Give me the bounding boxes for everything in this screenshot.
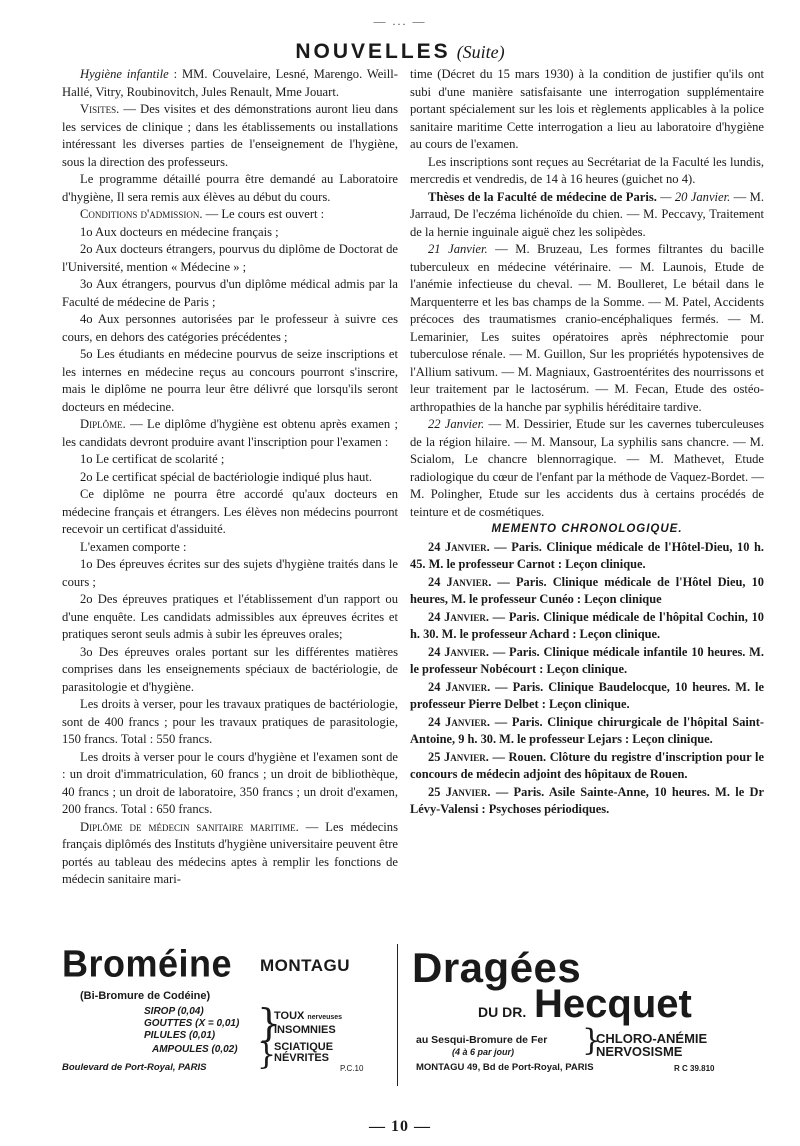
memento-item — [410, 539, 764, 574]
brace-icon: } — [582, 1023, 602, 1058]
theses-title: Thèses de la Faculté de médecine de Paris. — [428, 189, 657, 204]
paragraph-continuation: time (Décret du 15 mars 1930) à la condition de justifier qu'ils ont subi d'une manière satisfaisante une interrogation supplémentaire portant spécialement sur les lois et règlements applicables à la police sanitaire maritime Cette interrogation a lieu au laboratoire d'hygiène au cours de l'examen. — [410, 67, 764, 151]
ad-indication: SCIATIQUE — [274, 1041, 334, 1053]
memento-text: — Paris. Clinique médicale infantile 10 heures. M. le professeur Nobécourt : Leçon clinique. — [410, 644, 764, 676]
paragraph-droits-cours: Les droits à verser pour le cours d'hygiène et l'examen sont de : un droit d'immatriculation, 60 francs ; un droit de bibliothèque, 40 francs ; un droit de laboratoire, 350 francs ; un droit d'examen, 200 francs. Total : 650 francs. — [62, 749, 398, 816]
paragraph-text: — Le cours est ouvert : — [202, 207, 325, 221]
paragraph-medecin-sanitaire — [62, 819, 398, 889]
ad-brand-dragees: Dragées — [412, 944, 582, 991]
memento-date: 24 Janvier. — [428, 679, 491, 694]
paragraph-programme: Le programme détaillé pourra être demandé au Laboratoire d'hygiène, Il sera remis aux élèves au début du cours. — [62, 172, 398, 204]
ad-form-item: GOUTTES (X = 0,01) — [144, 1018, 240, 1029]
paragraph-droits-tp: Les droits à verser, pour les travaux pratiques de bactériologie, sont de 400 francs ; pour les travaux pratiques de parasitologie, 150 francs. Total : 550 francs. — [62, 697, 398, 746]
ad-indications — [274, 1042, 333, 1064]
ad-indication: TOUX — [274, 1010, 305, 1022]
memento-date: 25 Janvier. — [428, 749, 489, 764]
ad-indication: INSOMNIES — [274, 1024, 336, 1036]
memento-item — [410, 784, 764, 819]
right-column — [410, 66, 764, 819]
condition-item: 1o Aux docteurs en médecine français ; — [80, 224, 279, 239]
ad-address: MONTAGU 49, Bd de Port-Royal, PARIS — [416, 1062, 594, 1073]
condition-item: 5o Les étudiants en médecine pourvus de seize inscriptions et les internes en médecine reçus au concours pourront s'inscrire, mais le diplôme ne pourra leur être délivré que lorsqu'ils seront docteurs en médecine. — [62, 347, 398, 414]
paragraph-label: Diplôme de médecin sanitaire maritime. — [80, 819, 299, 834]
ad-code: R C 39.810 — [674, 1064, 715, 1073]
ad-indications — [596, 1032, 707, 1058]
memento-text: — Paris. Clinique médicale de l'Hôtel Dieu, 10 heures, M. le professeur Cunéo : Leçon clinique — [410, 574, 764, 606]
diplome-item: 1o Le certificat de scolarité ; — [80, 452, 225, 466]
paragraph-label: Visites. — [80, 102, 120, 116]
theses-heading-paragraph — [410, 189, 764, 242]
paragraph-label: Hygiène infantile — [80, 67, 169, 81]
paragraph-text: — Les médecins français diplômés des Instituts d'hygiène universitaire peuvent être portés au tableau des médecins aptes à remplir les fonctions de médecin sanitaire mari- — [62, 819, 398, 886]
brace-icon: } — [257, 1037, 277, 1072]
ad-brand-hecquet: Hecquet — [534, 982, 692, 1026]
memento-text: — Paris. Clinique chirurgicale de l'hôpital Saint-Antoine, 9 h. 30. M. le professeur Lejars : Leçon clinique. — [410, 714, 764, 746]
examen-item: 1o Des épreuves écrites sur des sujets d'hygiène traités dans le cours ; — [62, 557, 398, 589]
header-ornament: — ... — — [373, 14, 427, 28]
ad-composition — [416, 1034, 547, 1058]
ad-indication: NERVOSISME — [596, 1044, 683, 1059]
page-title — [0, 40, 800, 64]
memento-item — [410, 714, 764, 749]
memento-date: 24 Janvier. — [428, 574, 492, 589]
ad-dose: (4 à 6 par jour) — [452, 1047, 515, 1057]
memento-text: — Paris. Clinique Baudelocque, 10 heures. M. le professeur Pierre Delbet : Leçon clinique. — [410, 679, 764, 711]
title-suffix: (Suite) — [456, 42, 505, 62]
paragraph-inscriptions: Les inscriptions sont reçues au Secrétariat de la Faculté les lundis, mercredis et vendredis, de 14 à 16 heures (guichet no 4). — [410, 154, 764, 186]
memento-heading: MEMENTO CHRONOLOGIQUE. — [491, 523, 683, 535]
theses-date: 21 Janvier. — [428, 242, 488, 256]
theses-text: — M. Bruzeau, Les formes filtrantes du bacille tuberculeux en médecine vétérinaire. — M. Launois, Etude de l'anémie infectieuse du cheval. — M. Boulleret, Le bétail dans le Marquenterre et les bas champs de la Somme. — M. Patel, Accidents précoces des traumatismes cranio-encéphaliques fermés. — M. Lemarinier, Les suites opératoires après néphrectomie pour tuberculose rénale. — M. Guillon, Sur les propriétés hypotensives de l'Allium sativum. — M. Magniaux, Gastroentérites des nourrissons et leur traitement par le lactosérum. — M. Fecan, Etude des ostéo-arthropathies de la hanche par syphilis héréditaire tardive. — [410, 242, 764, 414]
memento-text: — Paris. Clinique médicale de l'hôpital Cochin, 10 h. 30. M. le professeur Achard : Leçon clinique. — [410, 609, 764, 641]
ad-form-item: PILULES (0,01) — [144, 1030, 216, 1041]
ad-indication-note: nerveuses — [307, 1014, 343, 1021]
paragraph-label: Diplôme. — [80, 417, 126, 431]
paragraph-examen: L'examen comporte : — [80, 539, 187, 554]
theses-date: — 20 Janvier. — [656, 189, 731, 204]
paragraph-diplome — [62, 416, 398, 451]
examen-item: 2o Des épreuves pratiques et l'établissement d'un rapport ou d'une enquête. Les candidats admissibles aux épreuves écrites et pratiques seront seuls admis à subir les épreuves orales; — [62, 592, 398, 641]
diplome-item: 2o Le certificat spécial de bactériologie indiqué plus haut. — [80, 469, 372, 484]
left-column — [62, 66, 398, 889]
ad-composition-line: au Sesqui-Bromure de Fer — [416, 1034, 548, 1046]
page-number: — 10 — — [369, 1118, 431, 1135]
ad-address: Boulevard de Port-Royal, PARIS — [62, 1062, 207, 1073]
memento-item — [410, 644, 764, 679]
memento-date: 24 Janvier. — [428, 644, 489, 659]
paragraph-diplome-accord: Ce diplôme ne pourra être accordé qu'aux docteurs en médecine français et étrangers. Les élèves non médecins pourront recevoir un certificat d'assiduité. — [62, 487, 398, 536]
memento-date: 24 Janvier. — [428, 714, 490, 729]
paragraph-conditions — [62, 206, 398, 224]
advertisement-bromeine — [62, 941, 384, 1084]
paragraph-text: — Le diplôme d'hygiène est obtenu après examen ; les candidats devront produire avant l'inscription pour l'examen : — [62, 417, 398, 449]
paragraph-text: — Des visites et des démonstrations auront lieu dans les services de clinique ; dans les établissements ou installations intéressant les diverses parties de l'enseignement de l'hygiène, sous la direction des professeurs. — [62, 102, 398, 169]
paragraph-text: : MM. Couvelaire, Lesné, Marengo. Weill-Hallé, Vitry, Roubinovitch, Jules Renault, Mme Jouart. — [62, 67, 398, 99]
ad-indication: NÉVRITES — [274, 1052, 330, 1064]
memento-date: 24 Janvier. — [428, 539, 490, 554]
memento-item — [410, 679, 764, 714]
paragraph-visites — [62, 101, 398, 171]
theses-text: — M. Dessirier, Etude sur les cavernes tuberculeuses de la région hilaire. — M. Mansour, La syphilis sans chancre. — M. Scialom, Le chancre blennorragique. — M. Mathevet, Etude radiologique du cœur de l'enfant par la méthode de Vaquez-Bordet. — M. Polingher, Etude sur les accidents dus à certains procédés de teinture et de cosmétiques. — [410, 417, 764, 519]
ad-brand-bromeine: Broméine — [62, 941, 233, 985]
memento-item — [410, 609, 764, 644]
ad-du-dr: DU DR. — [478, 1004, 527, 1020]
ad-subtitle: (Bi-Bromure de Codéine) — [80, 990, 211, 1002]
memento-item — [410, 574, 764, 609]
ad-maker: MONTAGU — [260, 956, 351, 975]
ad-indication: CHLORO-ANÉMIE — [596, 1031, 708, 1046]
paragraph-hygiene-infantile — [62, 66, 398, 101]
ad-indications — [274, 1010, 342, 1036]
theses-text: — M. Jarraud, De l'eczéma lichénoïde du chien. — M. Peccavy, Traitement de la hernie inguinale aiguë chez les solipèdes. — [410, 189, 764, 239]
memento-text: — Paris. Clinique médicale de l'Hôtel-Dieu, 10 h. 45. M. le professeur Carnot : Leçon clinique. — [410, 539, 764, 571]
memento-text: — Rouen. Clôture du registre d'inscription pour le concours de médecin adjoint des hôpitaux de Rouen. — [410, 749, 764, 781]
theses-date: 22 Janvier. — [428, 417, 485, 431]
brace-icon: } — [257, 1001, 282, 1045]
ad-form-item: SIROP (0,04) — [144, 1006, 204, 1017]
memento-date: 24 Janvier. — [428, 609, 489, 624]
theses-paragraph — [410, 416, 764, 521]
ad-forms-list — [144, 1006, 239, 1042]
examen-item: 3o Des épreuves orales portant sur les différentes matières comprises dans les enseignements spéciaux de bactériologie, de parasitologie et d'hygiène. — [62, 644, 398, 694]
ad-form-item: AMPOULES (0,02) — [152, 1044, 238, 1055]
memento-item — [410, 749, 764, 784]
memento-date: 25 Janvier. — [428, 784, 491, 799]
title-main: NOUVELLES — [295, 40, 451, 63]
ad-divider — [397, 944, 398, 1086]
theses-paragraph — [410, 241, 764, 416]
ad-code: P.C.10 — [340, 1064, 364, 1073]
memento-text: — Paris. Asile Sainte-Anne, 10 heures. M. le Dr Lévy-Valensi : Psychoses périodiques. — [410, 784, 764, 816]
memento-list — [410, 539, 764, 819]
paragraph-label: Conditions d'admission. — [80, 207, 203, 221]
condition-item: 4o Aux personnes autorisées par le professeur à suivre ces cours, en dehors des catégories précédentes ; — [62, 312, 398, 344]
condition-item: 2o Aux docteurs étrangers, pourvus du diplôme de Doctorat de l'Université, mention « Médecine » ; — [62, 242, 398, 274]
advertisement-dragees-hecquet — [412, 944, 764, 1084]
condition-item: 3o Aux étrangers, pourvus d'un diplôme médical admis par la Faculté de médecine de Paris ; — [62, 277, 398, 309]
